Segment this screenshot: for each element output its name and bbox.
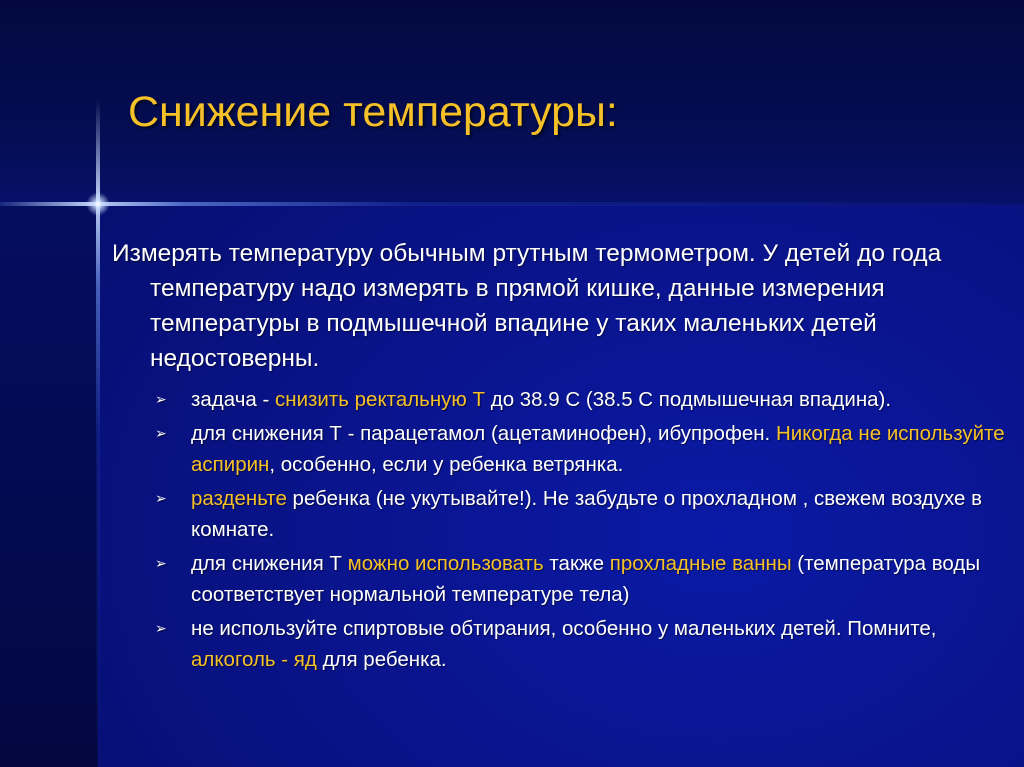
bullet-item-goal [112, 384, 1012, 415]
bullet-item-undress [112, 483, 1012, 545]
left-band [0, 205, 98, 767]
highlight-text: разденьте [191, 487, 287, 510]
sparkle-icon [86, 192, 110, 216]
bullet-text: не используйте спиртовые обтирания, особенно у маленьких детей. Помните, [191, 617, 937, 640]
bullet-text: для снижения Т - парацетамол (ацетаминофен), ибупрофен. [191, 422, 776, 445]
highlight-text: можно использовать [347, 552, 544, 575]
horizontal-glow-line [0, 202, 1024, 206]
bullet-text: для снижения Т [191, 552, 348, 575]
highlight-text: снизить ректальную Т [275, 388, 486, 411]
intro-paragraph: Измерять температуру обычным ртутным термометром. У детей до года температуру надо измерять в прямой кишке, данные измерения температуры в подмышечной впадине у таких маленьких детей недостоверны. [112, 240, 942, 372]
bullet-text: до 38.9 С (38.5 С подмышечная впадина). [485, 388, 892, 411]
bullet-arrow-icon: ➢ [155, 425, 167, 441]
highlight-text: алкоголь - яд [191, 648, 317, 671]
bullet-text: (температура воды соответствует нормальной температуре тела) [191, 552, 981, 606]
bullet-text: , особенно, если у ребенка ветрянка. [269, 453, 624, 476]
bullet-text: для ребенка. [316, 648, 447, 671]
bullet-item-alcohol [112, 613, 1012, 675]
bullet-arrow-icon: ➢ [155, 620, 167, 636]
slide-content [112, 236, 1012, 678]
bullet-text: задача - [191, 388, 276, 411]
bullet-item-baths [112, 548, 1012, 610]
bullet-arrow-icon: ➢ [155, 391, 167, 407]
bullet-arrow-icon: ➢ [155, 490, 167, 506]
bullet-item-medication [112, 418, 1012, 480]
bullet-arrow-icon: ➢ [155, 555, 167, 571]
slide-title: Снижение температуры: [128, 88, 618, 136]
highlight-text: Никогда не используйте аспирин [191, 422, 1005, 476]
highlight-text: прохладные ванны [609, 552, 792, 575]
bullet-list [112, 384, 1012, 675]
bullet-text: ребенка (не укутывайте!). Не забудьте о прохладном , свежем воздухе в комнате. [191, 487, 983, 541]
bullet-text: также [543, 552, 610, 575]
